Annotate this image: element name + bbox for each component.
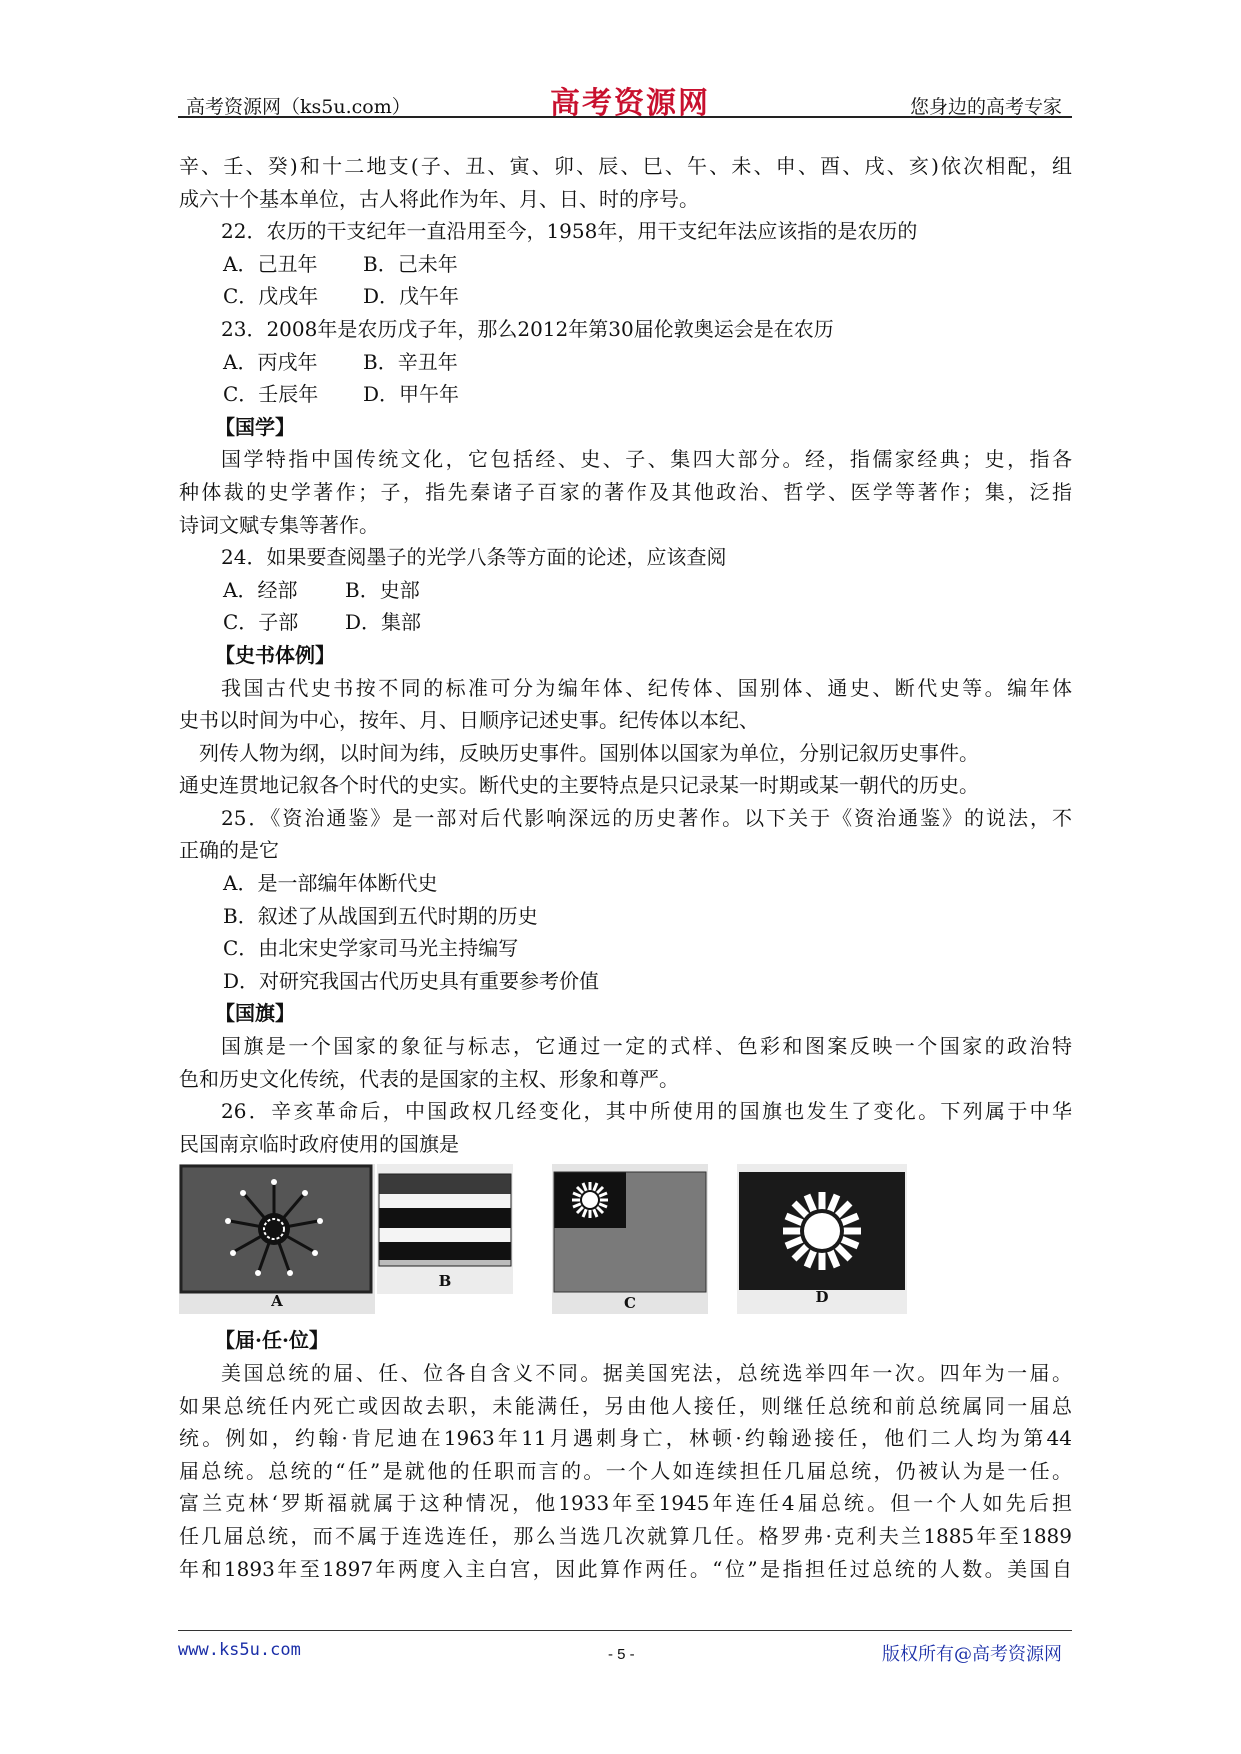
text-line: 史书以时间为中心，按年、月、日顺序记述史事。纪传体以本纪、 [179, 708, 759, 733]
q25-option-a: A．是一部编年体断代史 [223, 871, 438, 896]
q24-options-row1 [179, 574, 1072, 607]
header-logo: 高考资源网 [550, 86, 710, 121]
text-line: 国旗是一个国家的象征与标志，它通过一定的式样、色彩和图案反映一个国家的政治特 [221, 1034, 1072, 1059]
question-26: 26．辛亥革命后，中国政权几经变化，其中所使用的国旗也发生了变化。下列属于中华 [221, 1099, 1072, 1124]
text-line: 成六十个基本单位，古人将此作为年、月、日、时的序号。 [179, 186, 699, 211]
page-header [178, 78, 1072, 121]
text-line: 任几届总统，而不属于连选连任，那么当选几次就算几任。格罗弗·克利夫兰1885年至1889 [179, 1523, 1072, 1548]
section-heading-jierenwei: 【届·任·位】 [215, 1328, 329, 1353]
flag-b [377, 1164, 513, 1294]
question-25: 25．《资治通鉴》是一部对后代影响深远的历史著作。以下关于《资治通鉴》的说法，不 [221, 805, 1072, 830]
q24-option-a: A．经部 [223, 577, 298, 602]
footer-rule [178, 1630, 1072, 1631]
question-23: 23．2008年是农历戊子年，那么2012年第30届伦敦奥运会是在农历 [221, 316, 834, 341]
flag-d [737, 1164, 907, 1314]
flag-b-label: B [438, 1272, 452, 1291]
q23-options-row2 [179, 378, 1072, 411]
q25-option-c: C．由北宋史学家司马光主持编写 [223, 936, 519, 961]
text-line: 统。例如，约翰·肯尼迪在1963年11月遇刺身亡，林顿·约翰逊接任，他们二人均为第44 [179, 1426, 1072, 1451]
q22-option-c: C．戊戌年 [223, 284, 319, 309]
q22-option-b: B．己未年 [363, 251, 458, 276]
question-22: 22．农历的干支纪年一直沿用至今，1958年，用干支纪年法应该指的是农历的 [221, 219, 918, 244]
flag-a-label: A [271, 1292, 283, 1311]
text-line: 辛、壬、癸)和十二地支(子、丑、寅、卯、辰、巳、午、未、申、酉、戌、亥)依次相配，组 [179, 154, 1072, 178]
text-line: 列传人物为纲，以时间为纬，反映历史事件。国别体以国家为单位，分别记叙历史事件。 [199, 740, 979, 765]
flag-a [179, 1164, 375, 1314]
flag-options [179, 1164, 1072, 1324]
q24-options-row2 [179, 606, 1072, 639]
q22-options-row2 [179, 280, 1072, 313]
text-line: 我国古代史书按不同的标准可分为编年体、纪传体、国别体、通史、断代史等。编年体 [221, 675, 1072, 700]
header-site-name: 高考资源网（ks5u.com） [186, 96, 411, 118]
flag-c-label: C [624, 1294, 636, 1313]
text-line: 通史连贯地记叙各个时代的史实。断代史的主要特点是只记录某一时期或某一朝代的历史。 [179, 773, 979, 798]
q22-options-row1 [179, 248, 1072, 281]
footer-copyright: 版权所有@高考资源网 [882, 1644, 1062, 1665]
question-25-cont: 正确的是它 [179, 838, 279, 863]
text-line: 届总统。总统的“任”是就他的任职而言的。一个人如连续担任几届总统，仍被认为是一任。 [179, 1458, 1072, 1483]
q24-option-c: C．子部 [223, 610, 299, 635]
text-line: 种体裁的史学著作；子，指先秦诸子百家的著作及其他政治、哲学、医学等著作；集，泛指 [179, 479, 1072, 504]
section-heading-shishu: 【史书体例】 [215, 642, 335, 667]
header-slogan: 您身边的高考专家 [909, 96, 1062, 118]
text-line: 诗词文赋专集等著作。 [179, 512, 379, 537]
q25-option-b: B．叙述了从战国到五代时期的历史 [223, 903, 538, 928]
text-line: 国学特指中国传统文化，它包括经、史、子、集四大部分。经，指儒家经典；史，指各 [221, 447, 1072, 472]
footer-site-link[interactable]: www.ks5u.com [178, 1640, 301, 1660]
text-line: 富兰克林‘罗斯福就属于这种情况，他1933年至1945年连任4届总统。但一个人如先后担 [179, 1491, 1072, 1516]
page-footer [178, 1630, 1072, 1680]
question-24: 24．如果要查阅墨子的光学八条等方面的论述，应该查阅 [221, 545, 727, 570]
page-number: - 5 - [608, 1646, 635, 1663]
section-heading-guoxue: 【国学】 [215, 414, 295, 439]
flag-c-image [552, 1164, 708, 1314]
text-line: 色和历史文化传统，代表的是国家的主权、形象和尊严。 [179, 1066, 679, 1091]
q23-option-c: C．壬辰年 [223, 382, 319, 407]
text-line: 美国总统的届、任、位各自含义不同。据美国宪法，总统选举四年一次。四年为一届。 [221, 1361, 1072, 1385]
text-line: 如果总统任内死亡或因故去职，未能满任，另由他人接任，则继任总统和前总统属同一届总 [179, 1393, 1072, 1418]
q23-option-d: D．甲午年 [363, 382, 460, 407]
text-line: 年和1893年至1897年两度入主白宫，因此算作两任。“位”是指担任过总统的人数。美国自 [179, 1556, 1072, 1581]
q22-option-d: D．戊午年 [363, 284, 460, 309]
q22-option-a: A．己丑年 [223, 251, 318, 276]
q23-options-row1 [179, 346, 1072, 379]
section-heading-guoqi: 【国旗】 [215, 1001, 295, 1026]
q25-option-d: D．对研究我国古代历史具有重要参考价值 [223, 968, 600, 993]
header-rule [178, 116, 1072, 118]
q24-option-b: B．史部 [345, 577, 420, 602]
flag-c [552, 1164, 708, 1314]
q23-option-b: B．辛丑年 [363, 349, 458, 374]
q23-option-a: A．丙戌年 [223, 349, 318, 374]
question-26-cont: 民国南京临时政府使用的国旗是 [179, 1131, 459, 1156]
q24-option-d: D．集部 [345, 610, 422, 635]
document-body [179, 150, 1072, 1585]
flag-d-label: D [815, 1288, 829, 1307]
